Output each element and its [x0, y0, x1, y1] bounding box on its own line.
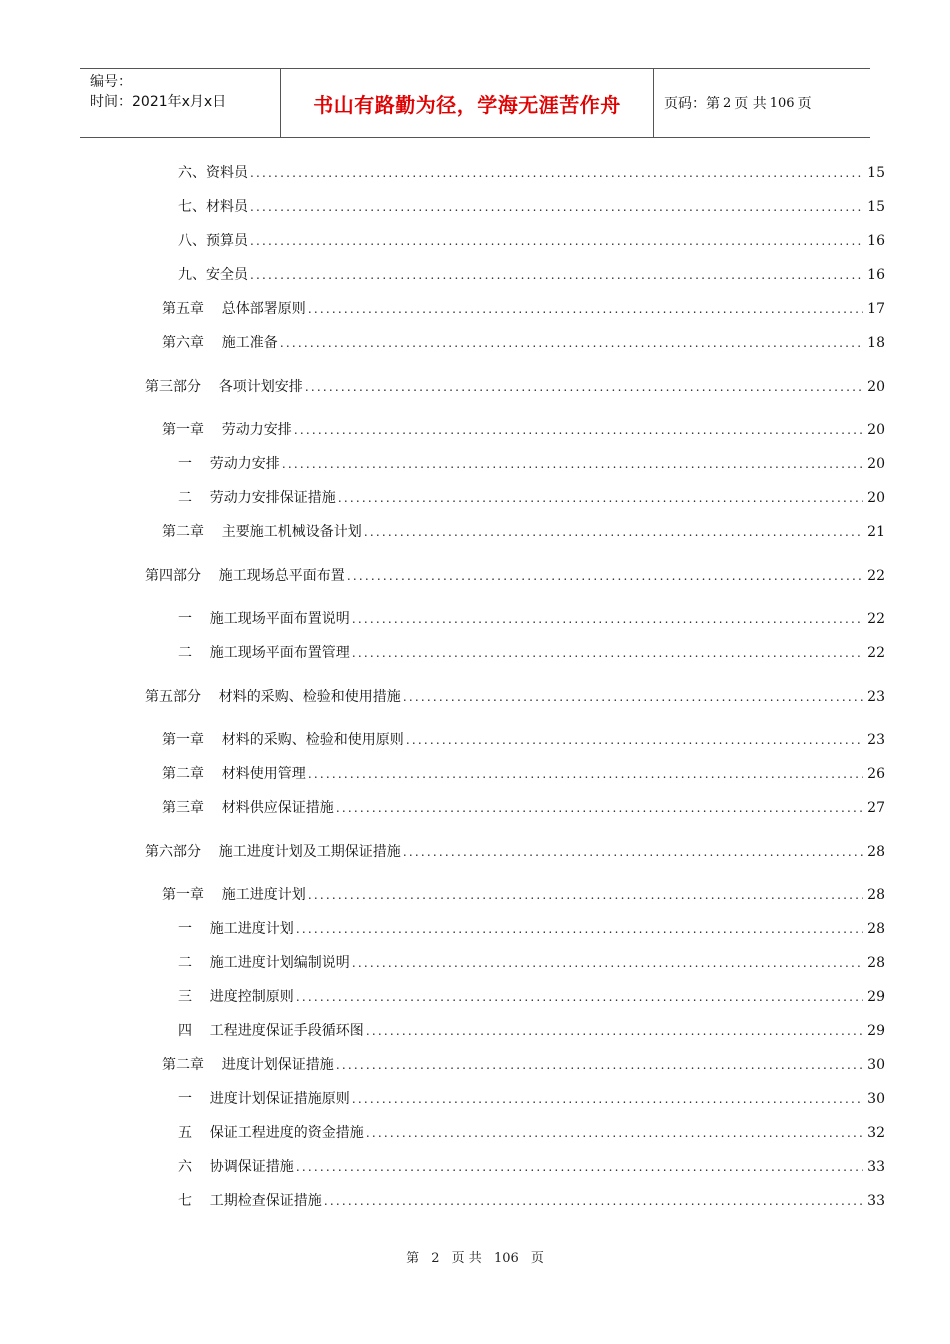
toc-entry-label: 二 施工现场平面布置管理 — [178, 645, 350, 661]
toc-entry-label: 一 劳动力安排 — [178, 456, 280, 472]
toc-dot-leader — [324, 1194, 863, 1208]
toc-entry[interactable] — [178, 487, 885, 507]
toc-dot-leader — [403, 690, 863, 704]
footer-prefix: 第 — [406, 1251, 420, 1266]
time-label: 时间：2021年x月x日 — [90, 94, 227, 110]
toc-entry-label: 第二章 材料使用管理 — [162, 766, 306, 782]
toc-entry-label: 第一章 劳动力安排 — [162, 422, 292, 438]
toc-entry[interactable] — [178, 1020, 885, 1040]
toc-entry-page: 28 — [867, 844, 885, 860]
toc-entry[interactable] — [162, 729, 885, 749]
toc-dot-leader — [336, 801, 863, 815]
toc-entry[interactable] — [178, 952, 885, 972]
toc-entry-page: 16 — [867, 267, 885, 283]
toc-entry-label: 第六章 施工准备 — [162, 335, 278, 351]
toc-entry-label: 第六部分 施工进度计划及工期保证措施 — [145, 844, 401, 860]
toc-entry[interactable] — [162, 298, 885, 318]
toc-entry-page: 28 — [867, 887, 885, 903]
toc-entry-page: 30 — [867, 1091, 885, 1107]
toc-dot-leader — [250, 234, 863, 248]
toc-entry[interactable] — [178, 918, 885, 938]
toc-entry-page: 17 — [867, 301, 885, 317]
page-header — [80, 68, 870, 138]
toc-entry[interactable] — [162, 521, 885, 541]
toc-dot-leader — [308, 888, 863, 902]
toc-entry-page: 22 — [867, 645, 885, 661]
toc-entry[interactable] — [178, 1190, 885, 1210]
toc-dot-leader — [282, 457, 863, 471]
toc-entry[interactable] — [178, 608, 885, 628]
toc-entry[interactable] — [162, 763, 885, 783]
toc-entry-label: 五 保证工程进度的资金措施 — [178, 1125, 364, 1141]
toc-entry-label: 八、预算员 — [178, 233, 248, 249]
toc-entry[interactable] — [145, 565, 885, 585]
page-current: 2 — [723, 95, 732, 111]
toc-entry[interactable] — [162, 419, 885, 439]
toc-entry[interactable] — [178, 986, 885, 1006]
toc-dot-leader — [352, 1092, 863, 1106]
toc-dot-leader — [366, 1024, 863, 1038]
toc-entry-page: 22 — [867, 611, 885, 627]
toc-entry-label: 九、安全员 — [178, 267, 248, 283]
toc-entry-page: 22 — [867, 568, 885, 584]
page-suffix: 页 — [797, 96, 812, 112]
toc-entry-page: 20 — [867, 490, 885, 506]
toc-entry-label: 三 进度控制原则 — [178, 989, 294, 1005]
toc-dot-leader — [250, 200, 863, 214]
toc-entry-label: 六、资料员 — [178, 165, 248, 181]
toc-dot-leader — [352, 956, 863, 970]
toc-dot-leader — [403, 845, 863, 859]
toc-entry-label: 第一章 材料的采购、检验和使用原则 — [162, 732, 404, 748]
toc-entry-label: 第五章 总体部署原则 — [162, 301, 306, 317]
toc-entry[interactable] — [178, 1156, 885, 1176]
toc-entry[interactable] — [145, 376, 885, 396]
toc-entry-page: 23 — [867, 732, 885, 748]
toc-entry[interactable] — [178, 642, 885, 662]
toc-entry-label: 二 施工进度计划编制说明 — [178, 955, 350, 971]
toc-entry[interactable] — [178, 1122, 885, 1142]
toc-entry-page: 15 — [867, 165, 885, 181]
toc-dot-leader — [347, 569, 863, 583]
footer-suffix: 页 — [530, 1251, 544, 1266]
toc-entry-page: 33 — [867, 1193, 885, 1209]
toc-entry[interactable] — [178, 196, 885, 216]
toc-dot-leader — [352, 612, 863, 626]
header-page-info — [654, 69, 870, 137]
toc-entry-label: 一 进度计划保证措施原则 — [178, 1091, 350, 1107]
toc-entry-page: 23 — [867, 689, 885, 705]
toc-entry-label: 第二章 主要施工机械设备计划 — [162, 524, 362, 540]
footer-mid: 页 共 — [451, 1251, 482, 1266]
toc-entry-page: 20 — [867, 422, 885, 438]
page-footer — [0, 1247, 950, 1266]
toc-entry-label: 第一章 施工进度计划 — [162, 887, 306, 903]
toc-entry[interactable] — [145, 686, 885, 706]
toc-entry-page: 20 — [867, 456, 885, 472]
toc-entry-label: 第四部分 施工现场总平面布置 — [145, 568, 345, 584]
toc-dot-leader — [294, 423, 863, 437]
page-mid: 页 共 — [734, 96, 767, 112]
toc-dot-leader — [338, 491, 863, 505]
toc-dot-leader — [250, 268, 863, 282]
toc-entry[interactable] — [162, 884, 885, 904]
toc-dot-leader — [305, 380, 863, 394]
toc-dot-leader — [406, 733, 863, 747]
toc-entry[interactable] — [178, 230, 885, 250]
footer-current: 2 — [431, 1251, 440, 1266]
toc-entry-page: 26 — [867, 766, 885, 782]
toc-entry-page: 27 — [867, 800, 885, 816]
toc-entry-label: 七 工期检查保证措施 — [178, 1193, 322, 1209]
toc-dot-leader — [296, 1160, 863, 1174]
toc-entry-page: 32 — [867, 1125, 885, 1141]
footer-total: 106 — [493, 1251, 519, 1266]
header-motto: 书山有路勤为径，学海无涯苦作舟 — [281, 69, 654, 137]
toc-entry-label: 第二章 进度计划保证措施 — [162, 1057, 334, 1073]
toc-dot-leader — [280, 336, 863, 350]
toc-entry-page: 33 — [867, 1159, 885, 1175]
toc-entry-label: 第三部分 各项计划安排 — [145, 379, 303, 395]
toc-entry[interactable] — [178, 264, 885, 284]
toc-entry-page: 21 — [867, 524, 885, 540]
toc-dot-leader — [352, 646, 863, 660]
toc-entry-page: 18 — [867, 335, 885, 351]
toc-entry[interactable] — [178, 162, 885, 182]
toc-dot-leader — [336, 1058, 863, 1072]
toc-entry-label: 六 协调保证措施 — [178, 1159, 294, 1175]
toc-entry-page: 30 — [867, 1057, 885, 1073]
toc-entry-page: 29 — [867, 989, 885, 1005]
toc-entry[interactable] — [178, 453, 885, 473]
header-meta — [80, 69, 281, 137]
toc-entry-label: 一 施工进度计划 — [178, 921, 294, 937]
toc-entry[interactable] — [145, 841, 885, 861]
toc-dot-leader — [296, 922, 863, 936]
toc-dot-leader — [308, 302, 863, 316]
toc-entry-page: 28 — [867, 921, 885, 937]
toc-entry-label: 一 施工现场平面布置说明 — [178, 611, 350, 627]
toc-entry-page: 15 — [867, 199, 885, 215]
toc-entry-page: 29 — [867, 1023, 885, 1039]
toc-entry-label: 四 工程进度保证手段循环图 — [178, 1023, 364, 1039]
toc-entry[interactable] — [162, 797, 885, 817]
toc-entry-label: 七、材料员 — [178, 199, 248, 215]
toc-entry-label: 第五部分 材料的采购、检验和使用措施 — [145, 689, 401, 705]
toc-entry-page: 16 — [867, 233, 885, 249]
toc-entry-label: 二 劳动力安排保证措施 — [178, 490, 336, 506]
page-prefix: 页码：第 — [664, 96, 720, 112]
toc-entry[interactable] — [178, 1088, 885, 1108]
toc-entry[interactable] — [162, 1054, 885, 1074]
toc-dot-leader — [250, 166, 863, 180]
toc-entry-page: 20 — [867, 379, 885, 395]
code-label: 编号： — [90, 74, 132, 90]
page-total: 106 — [769, 95, 795, 111]
toc-dot-leader — [364, 525, 863, 539]
toc-entry[interactable] — [162, 332, 885, 352]
toc-dot-leader — [308, 767, 863, 781]
toc-dot-leader — [296, 990, 863, 1004]
toc-entry-label: 第三章 材料供应保证措施 — [162, 800, 334, 816]
toc-dot-leader — [366, 1126, 863, 1140]
toc-entry-page: 28 — [867, 955, 885, 971]
